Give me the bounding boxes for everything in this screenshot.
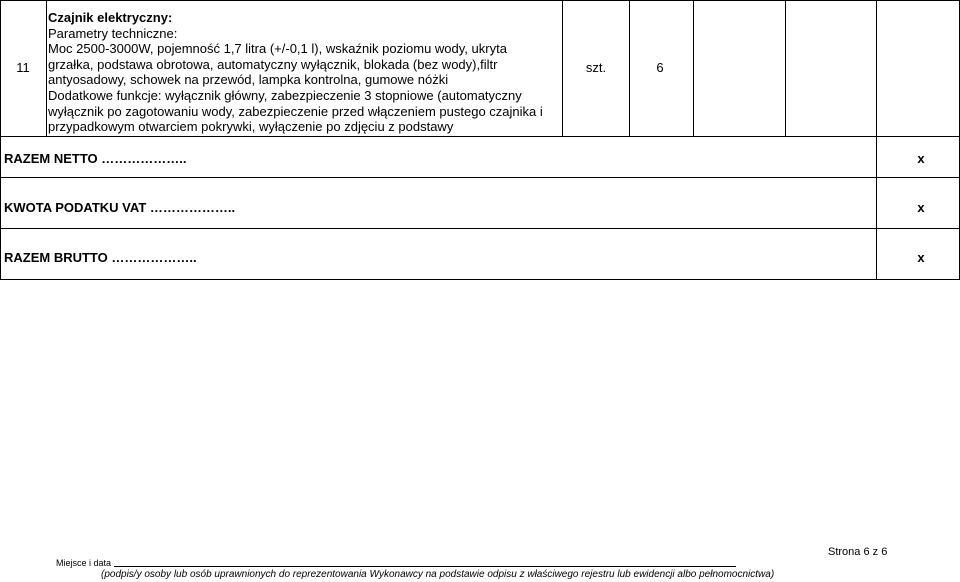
- vat-amount-mark: x: [917, 200, 925, 215]
- description-line: Parametry techniczne:: [48, 25, 178, 41]
- row-separator: [0, 136, 959, 137]
- item-description: [48, 10, 562, 135]
- gross-total-label: RAZEM BRUTTO ………………..: [4, 250, 197, 265]
- table-top-border: [0, 0, 959, 1]
- column-divider: [562, 0, 563, 137]
- page-number: Strona 6 z 6: [828, 546, 888, 558]
- item-unit: szt.: [585, 60, 607, 75]
- place-date-label: Miejsce i data: [56, 558, 112, 568]
- row-separator: [0, 279, 959, 280]
- item-title: Czajnik elektryczny:: [48, 10, 173, 25]
- row-number: 11: [16, 60, 30, 75]
- net-total-mark: x: [917, 151, 925, 166]
- net-total-label: RAZEM NETTO ………………..: [4, 151, 187, 166]
- vat-amount-label: KWOTA PODATKU VAT ………………..: [4, 200, 236, 215]
- column-divider: [46, 0, 47, 137]
- description-line: przypadkowym otwarciem pokrywki, wyłączenie po zdjęciu z podstawy: [48, 119, 454, 135]
- description-line: grzałka, podstawa obrotowa, automatyczny wyłącznik, blokada (bez wody),filtr: [48, 56, 498, 72]
- column-divider: [785, 0, 786, 137]
- column-divider: [876, 0, 877, 280]
- row-separator: [0, 177, 959, 178]
- description-line: antyosadowy, schowek na przewód, lampka kontrolna, gumowe nóżki: [48, 72, 449, 88]
- table-left-border: [0, 0, 1, 280]
- gross-total-mark: x: [917, 250, 925, 265]
- description-line: Dodatkowe funkcje: wyłącznik główny, zabezpieczenie 3 stopniowe (automatyczny: [48, 87, 522, 103]
- column-divider: [693, 0, 694, 137]
- item-quantity: 6: [656, 60, 664, 75]
- description-line: wyłącznik po zagotowaniu wody, zabezpieczenie przed włączeniem pustego czajnika i: [48, 103, 543, 119]
- signature-line: [114, 566, 736, 567]
- row-separator: [0, 228, 959, 229]
- description-line: Moc 2500-3000W, pojemność 1,7 litra (+/-0,1 l), wskaźnik poziomu wody, ukryta: [48, 41, 507, 57]
- signature-note: (podpis/y osoby lub osób uprawnionych do reprezentowania Wykonawcy na podstawie odpisu z właściwego rejestru lub ewidencji albo pełnomocnictwa): [101, 569, 775, 580]
